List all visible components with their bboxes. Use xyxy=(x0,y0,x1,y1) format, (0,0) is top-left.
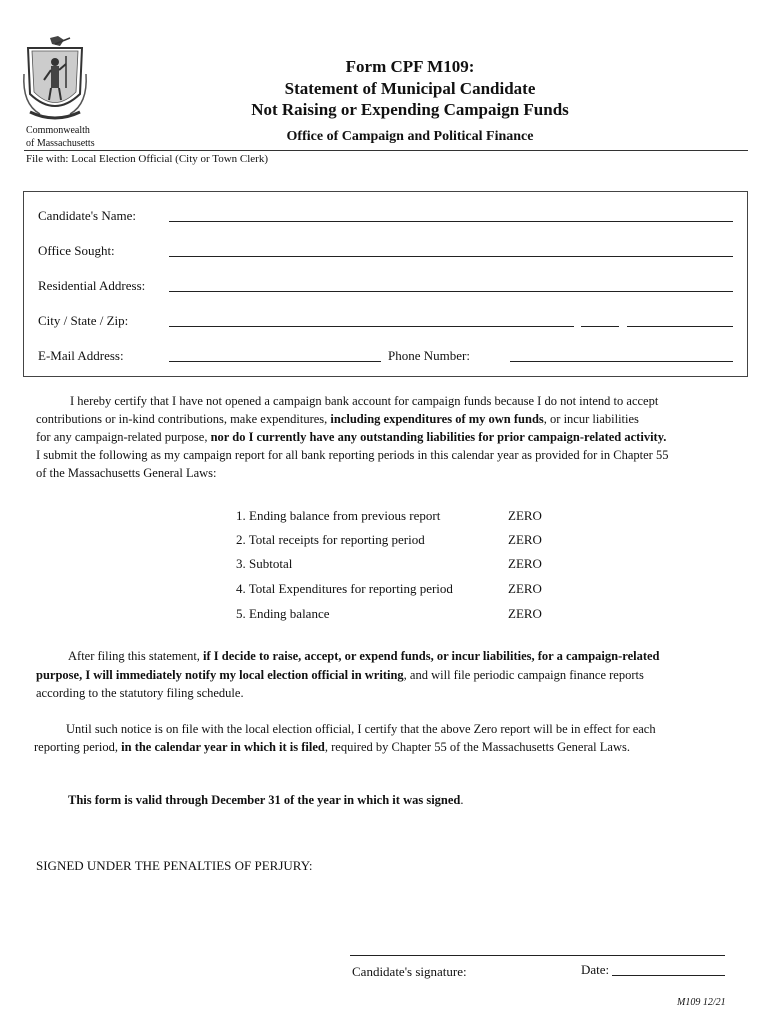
date-field[interactable] xyxy=(612,975,725,976)
report-item-1-label: 1. Ending balance from previous report xyxy=(236,508,441,523)
email-label: E-Mail Address: xyxy=(38,348,124,363)
phone-label: Phone Number: xyxy=(388,348,470,363)
validity-end: . xyxy=(460,793,464,807)
certify-line-1: I hereby certify that I have not opened a campaign bank account for campaign funds because I do not intend to accept xyxy=(70,394,659,408)
after-filing-line-1 xyxy=(68,647,660,666)
form-title-line3: Not Raising or Expending Campaign Funds xyxy=(251,100,569,119)
certify-line-3-text: for any campaign-related purpose, xyxy=(36,430,211,444)
report-item-5-label: 5. Ending balance xyxy=(236,606,330,621)
report-item-3-value: ZERO xyxy=(508,556,542,571)
seal-caption-line2: of Massachusetts xyxy=(26,138,95,149)
after-filing-line-2 xyxy=(36,666,644,685)
certify-line-4: I submit the following as my campaign report for all bank reporting periods in this calendar year as provided for in Chapter 55 xyxy=(36,448,669,462)
report-item-4-value: ZERO xyxy=(508,581,542,596)
penalties-of-perjury: SIGNED UNDER THE PENALTIES OF PERJURY: xyxy=(36,858,313,873)
office-sought-field[interactable] xyxy=(169,256,733,257)
zip-field[interactable] xyxy=(627,326,733,327)
validity-bold: This form is valid through December 31 of the year in which it was signed xyxy=(68,793,461,807)
report-item-5-value: ZERO xyxy=(508,606,542,621)
phone-field[interactable] xyxy=(510,361,733,362)
candidate-name-label: Candidate's Name: xyxy=(38,208,137,223)
signature-line[interactable] xyxy=(350,955,725,956)
date-label: Date: xyxy=(581,962,610,977)
form-title-line2: Statement of Municipal Candidate xyxy=(284,79,536,98)
notify-official-bold: purpose, I will immediately notify my local election official in writing xyxy=(36,668,404,682)
office-name: Office of Campaign and Political Finance xyxy=(286,129,534,144)
residential-address-field[interactable] xyxy=(169,291,733,292)
after-filing-line-3: according to the statutory filing schedule. xyxy=(36,686,244,700)
until-calendar-year: in the calendar year in which it is filed xyxy=(121,740,325,754)
state-field[interactable] xyxy=(581,326,619,327)
certify-line-5: of the Massachusetts General Laws: xyxy=(36,466,217,480)
header-divider xyxy=(24,150,748,151)
certify-line-3 xyxy=(36,428,666,447)
form-version: M109 12/21 xyxy=(677,997,726,1008)
validity-note xyxy=(68,791,464,810)
report-item-2-label: 2. Total receipts for reporting period xyxy=(236,532,425,547)
certify-line-2-text: contributions or in-kind contributions, make expenditures, xyxy=(36,412,331,426)
candidate-signature-label: Candidate's signature: xyxy=(352,964,467,979)
candidate-name-field[interactable] xyxy=(169,221,733,222)
report-item-4-label: 4. Total Expenditures for reporting period xyxy=(236,581,453,596)
until-line-2-text: reporting period, xyxy=(34,740,122,754)
report-item-3-label: 3. Subtotal xyxy=(236,556,293,571)
until-line-2-end: , required by Chapter 55 of the Massachusetts General Laws. xyxy=(324,740,630,754)
certify-own-funds: including expenditures of my own funds xyxy=(330,412,544,426)
file-with-note: File with: Local Election Official (City or Town Clerk) xyxy=(26,153,268,165)
city-field[interactable] xyxy=(169,326,574,327)
seal-caption xyxy=(26,124,95,150)
office-sought-label: Office Sought: xyxy=(38,243,115,258)
until-line-2 xyxy=(34,738,630,757)
until-line-1: Until such notice is on file with the local election official, I certify that the above Zero report will be in effect for each xyxy=(66,722,656,736)
certify-line-2 xyxy=(36,410,639,429)
report-item-2-value: ZERO xyxy=(508,532,542,547)
city-state-zip-label: City / State / Zip: xyxy=(38,313,129,328)
email-field[interactable] xyxy=(169,361,381,362)
certify-line-2-end: , or incur liabilities xyxy=(543,412,639,426)
form-title-line1: Form CPF M109: xyxy=(345,57,475,76)
report-item-1-value: ZERO xyxy=(508,508,542,523)
after-filing-bold: if I decide to raise, accept, or expend funds, or incur liabilities, for a campaign-related xyxy=(203,649,660,663)
residential-address-label: Residential Address: xyxy=(38,278,146,293)
after-filing-text: After filing this statement, xyxy=(68,649,204,663)
massachusetts-seal-image xyxy=(20,34,90,122)
after-filing-line-2-end: , and will file periodic campaign finance reports xyxy=(403,668,644,682)
certify-no-liabilities: nor do I currently have any outstanding liabilities for prior campaign-related activity. xyxy=(210,430,667,444)
seal-caption-line1: Commonwealth xyxy=(26,125,90,136)
